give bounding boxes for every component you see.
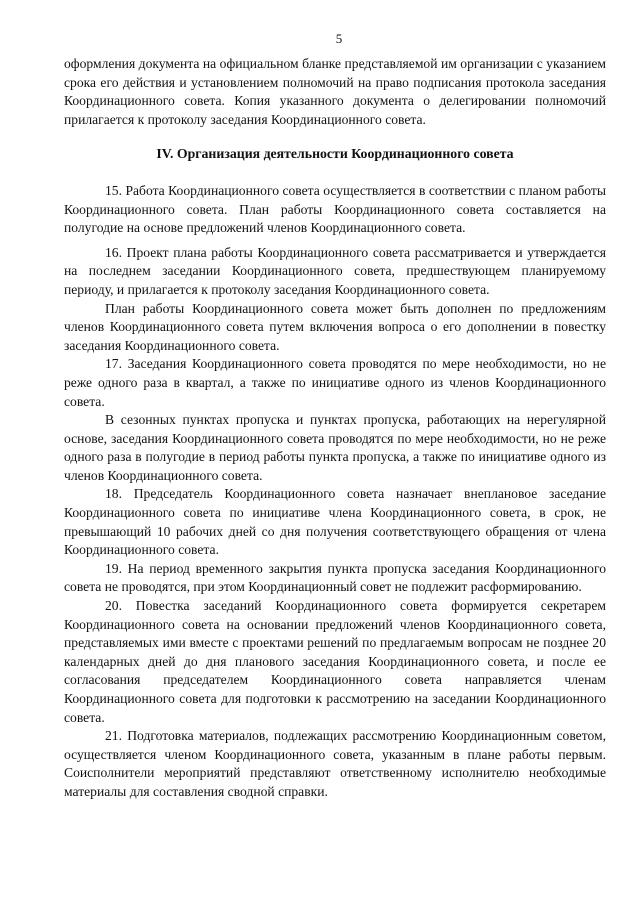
- paragraph-15: 15. Работа Координационного совета осуществляется в соответствии с планом работы Координационного совета. План работы Координационного совета составляется на полугодие на основе предложений членов Координационного совета.: [64, 182, 606, 236]
- paragraph-16: 16. Проект плана работы Координационного совета рассматривается и утверждается на последнем заседании Координационного совета, предшествующем планируемому периоду, и прилагается к протоколу заседания Координационного совета.: [64, 244, 606, 297]
- section-heading: IV. Организация деятельности Координационного совета: [156, 146, 514, 162]
- paragraph-17-seasonal: В сезонных пунктах пропуска и пунктах пропуска, работающих на нерегулярной основе, заседания Координационного совета проводятся по мере необходимости, но не реже одного раза в полугодие в период работы пункта пропуска, а также по инициативе одного из членов Координационного совета.: [64, 412, 606, 483]
- page-number: 5: [335, 31, 343, 46]
- paragraph-17: 17. Заседания Координационного совета проводятся по мере необходимости, но не реже одного раза в квартал, а также по инициативе одного из членов Координационного совета.: [64, 356, 606, 409]
- paragraph-19: 19. На период временного закрытия пункта пропуска заседания Координационного совета не проводятся, при этом Координационный совет не подлежит расформированию.: [64, 560, 606, 595]
- paragraph-21: 21. Подготовка материалов, подлежащих рассмотрению Координационным советом, осуществляется членом Координационного совета, указанным в плане работы первым. Соисполнители мероприятий представляют ответственному исполнителю необходимые материалы для составления сводной справки.: [64, 728, 606, 799]
- paragraph-18: 18. Председатель Координационного совета назначает внеплановое заседание Координационного совета по инициативе члена Координационного совета, в срок, не превышающий 10 рабочих дней со дня получения соответствующего обращения от члена Координационного совета.: [64, 486, 606, 558]
- intro-paragraph: оформления документа на официальном бланке представляемой им организации с указанием срока его действия и установлением полномочий на право подписания протокола заседания Координационного совета. Копия указанного документа о делегировании полномочий прилагается к протоколу заседания Координационного совета.: [64, 56, 606, 127]
- paragraph-20: 20. Повестка заседаний Координационного совета формируется секретарем Координационного совета на основании предложений членов Координационного совета, представляемых ими вместе с проектами решений по предлагаемым вопросам не позднее 20 календарных дней до дня планового заседания Координационного совета, и после ее согласования председателем Координационного совета направляется членам Координационного совета для подготовки к рассмотрению на заседании Координационного совета.: [64, 598, 606, 725]
- paragraph-16-plan: План работы Координационного совета может быть дополнен по предложениям членов Координационного совета путем включения вопроса о его дополнении в повестку заседания Координационного совета.: [64, 300, 606, 353]
